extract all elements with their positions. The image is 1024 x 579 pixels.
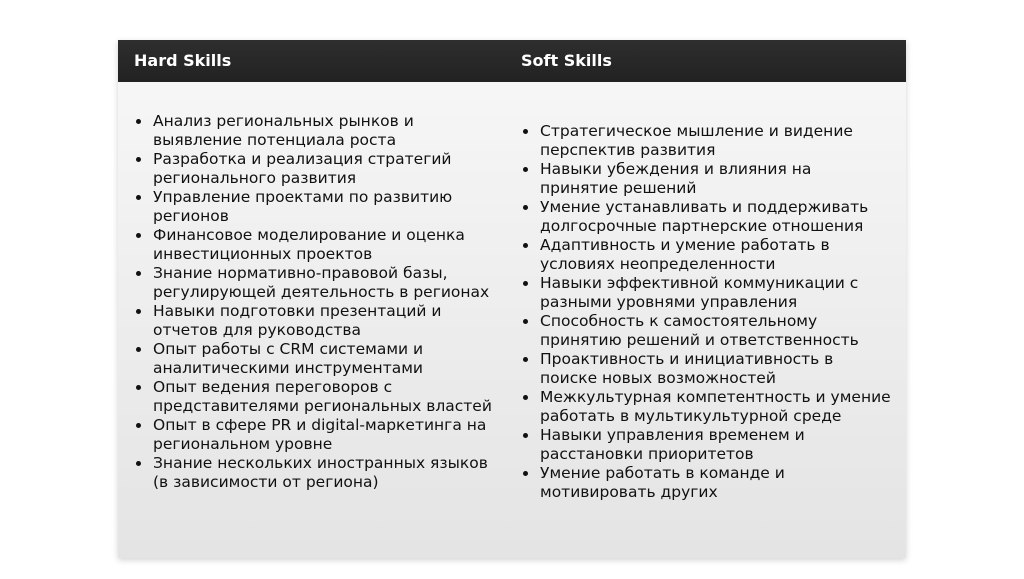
hard-skill-item: Знание нормативно-правовой базы, регулирующей деятельность в регионах: [134, 264, 494, 302]
soft-skills-header: Soft Skills: [521, 51, 612, 70]
soft-skill-item: Адаптивность и умение работать в условиях неопределенности: [521, 236, 891, 274]
hard-skill-item: Управление проектами по развитию регионов: [134, 188, 494, 226]
soft-skill-item: Навыки управления временем и расстановки приоритетов: [521, 426, 891, 464]
hard-skills-list: [134, 112, 494, 492]
hard-skills-header: Hard Skills: [134, 51, 232, 70]
soft-skill-item: Межкультурная компетентность и умение работать в мультикультурной среде: [521, 388, 891, 426]
soft-skill-item: Навыки убеждения и влияния на принятие решений: [521, 160, 891, 198]
table-header: [118, 40, 906, 82]
soft-skill-item: Стратегическое мышление и видение перспектив развития: [521, 122, 891, 160]
soft-skill-item: Способность к самостоятельному принятию решений и ответственность: [521, 312, 891, 350]
hard-skill-item: Навыки подготовки презентаций и отчетов для руководства: [134, 302, 494, 340]
hard-skill-item: Финансовое моделирование и оценка инвестиционных проектов: [134, 226, 494, 264]
hard-skill-item: Опыт в сфере PR и digital-маркетинга на региональном уровне: [134, 416, 494, 454]
soft-skill-item: Проактивность и инициативность в поиске новых возможностей: [521, 350, 891, 388]
hard-skill-item: Опыт работы с CRM системами и аналитическими инструментами: [134, 340, 494, 378]
hard-skill-item: Опыт ведения переговоров с представителями региональных властей: [134, 378, 494, 416]
hard-skill-item: Знание нескольких иностранных языков (в зависимости от региона): [134, 454, 494, 492]
hard-skill-item: Разработка и реализация стратегий регионального развития: [134, 150, 494, 188]
hard-skill-item: Анализ региональных рынков и выявление потенциала роста: [134, 112, 494, 150]
soft-skill-item: Умение устанавливать и поддерживать долгосрочные партнерские отношения: [521, 198, 891, 236]
table-body: [118, 82, 906, 558]
skills-table: [118, 40, 906, 558]
soft-skill-item: Навыки эффективной коммуникации с разными уровнями управления: [521, 274, 891, 312]
soft-skill-item: Умение работать в команде и мотивировать других: [521, 464, 891, 502]
soft-skills-list: [521, 122, 891, 502]
